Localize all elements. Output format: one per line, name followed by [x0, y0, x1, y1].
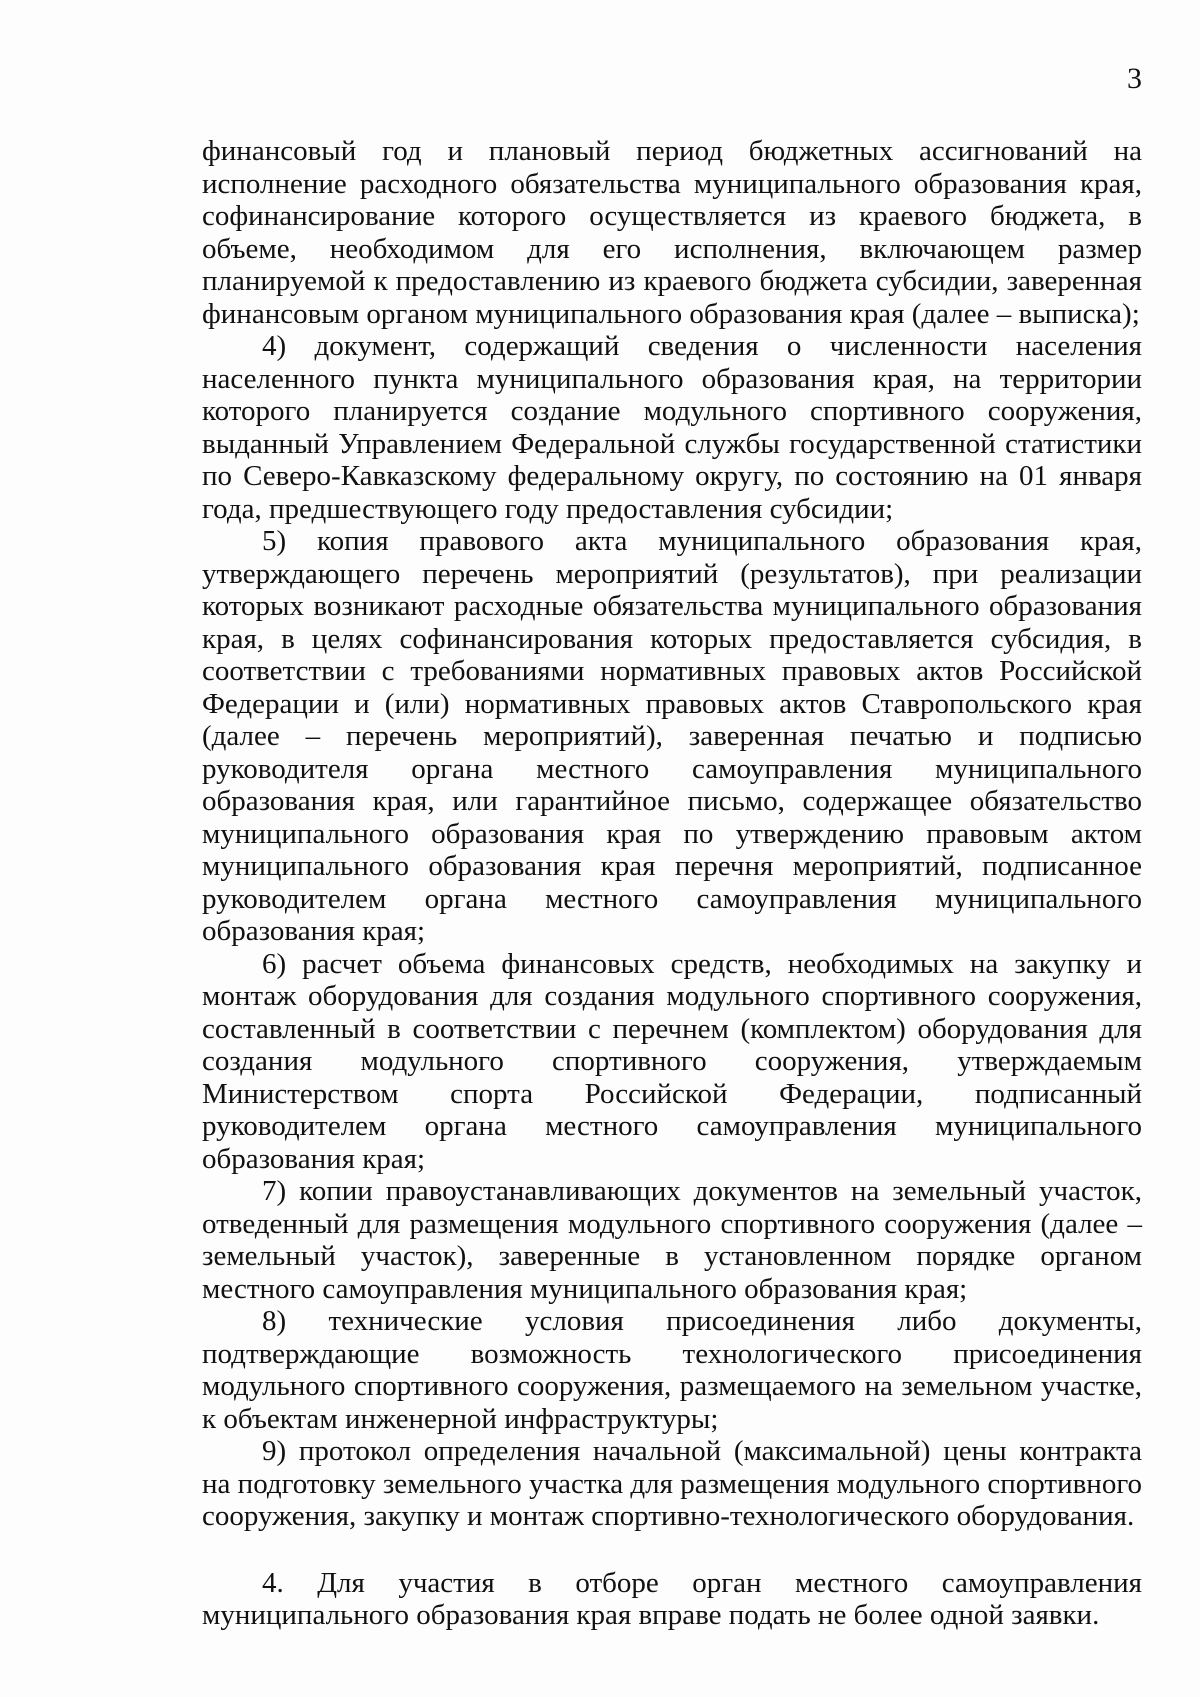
- paragraph-item-7: 7) копии правоустанавливающих документов на земельный участок, отведенный для размещения модульного спортивного сооружения (далее – земельный участок), заверенные в установленном порядке органом местного самоуправления муниципального образования края;: [202, 1175, 1142, 1305]
- paragraph-continuation: финансовый год и плановый период бюджетных ассигнований на исполнение расходного обязательства муниципального образования края, софинансирование которого осуществляется из краевого бюджета, в объеме, необходимом для его исполнения, включающем размер планируемой к предоставлению из краевого бюджета субсидии, заверенная финансовым органом муниципального образования края (далее – выписка);: [202, 135, 1142, 330]
- paragraph-item-9: 9) протокол определения начальной (максимальной) цены контракта на подготовку земельного участка для размещения модульного спортивного сооружения, закупку и монтаж спортивно-технологического оборудования.: [202, 1435, 1142, 1532]
- page-number: 3: [1127, 62, 1142, 95]
- paragraph-item-6: 6) расчет объема финансовых средств, необходимых на закупку и монтаж оборудования для создания модульного спортивного сооружения, составленный в соответствии с перечнем (комплектом) оборудования для создания модульного спортивного сооружения, утверждаемым Министерством спорта Российской Федерации, подписанный руководителем органа местного самоуправления муниципального образования края;: [202, 947, 1142, 1175]
- document-body: [202, 135, 1142, 1632]
- paragraph-section-4: 4. Для участия в отборе орган местного самоуправления муниципального образования края вправе подать не более одной заявки.: [202, 1566, 1142, 1631]
- paragraph-item-4: 4) документ, содержащий сведения о численности населения населенного пункта муниципального образования края, на территории которого планируется создание модульного спортивного сооружения, выданный Управлением Федеральной службы государственной статистики по Северо-Кавказскому федеральному округу, по состоянию на 01 января года, предшествующего году предоставления субсидии;: [202, 330, 1142, 525]
- paragraph-item-5: 5) копия правового акта муниципального образования края, утверждающего перечень мероприятий (результатов), при реализации которых возникают расходные обязательства муниципального образования края, в целях софинансирования которых предоставляется субсидия, в соответствии с требованиями нормативных правовых актов Российской Федерации и (или) нормативных правовых актов Ставропольского края (далее – перечень мероприятий), заверенная печатью и подписью руководителя органа местного самоуправления муниципального образования края, или гарантийное письмо, содержащее обязательство муниципального образования края по утверждению правовым актом муниципального образования края перечня мероприятий, подписанное руководителем органа местного самоуправления муниципального образования края;: [202, 525, 1142, 947]
- paragraph-item-8: 8) технические условия присоединения либо документы, подтверждающие возможность технологического присоединения модульного спортивного сооружения, размещаемого на земельном участке, к объектам инженерной инфраструктуры;: [202, 1305, 1142, 1435]
